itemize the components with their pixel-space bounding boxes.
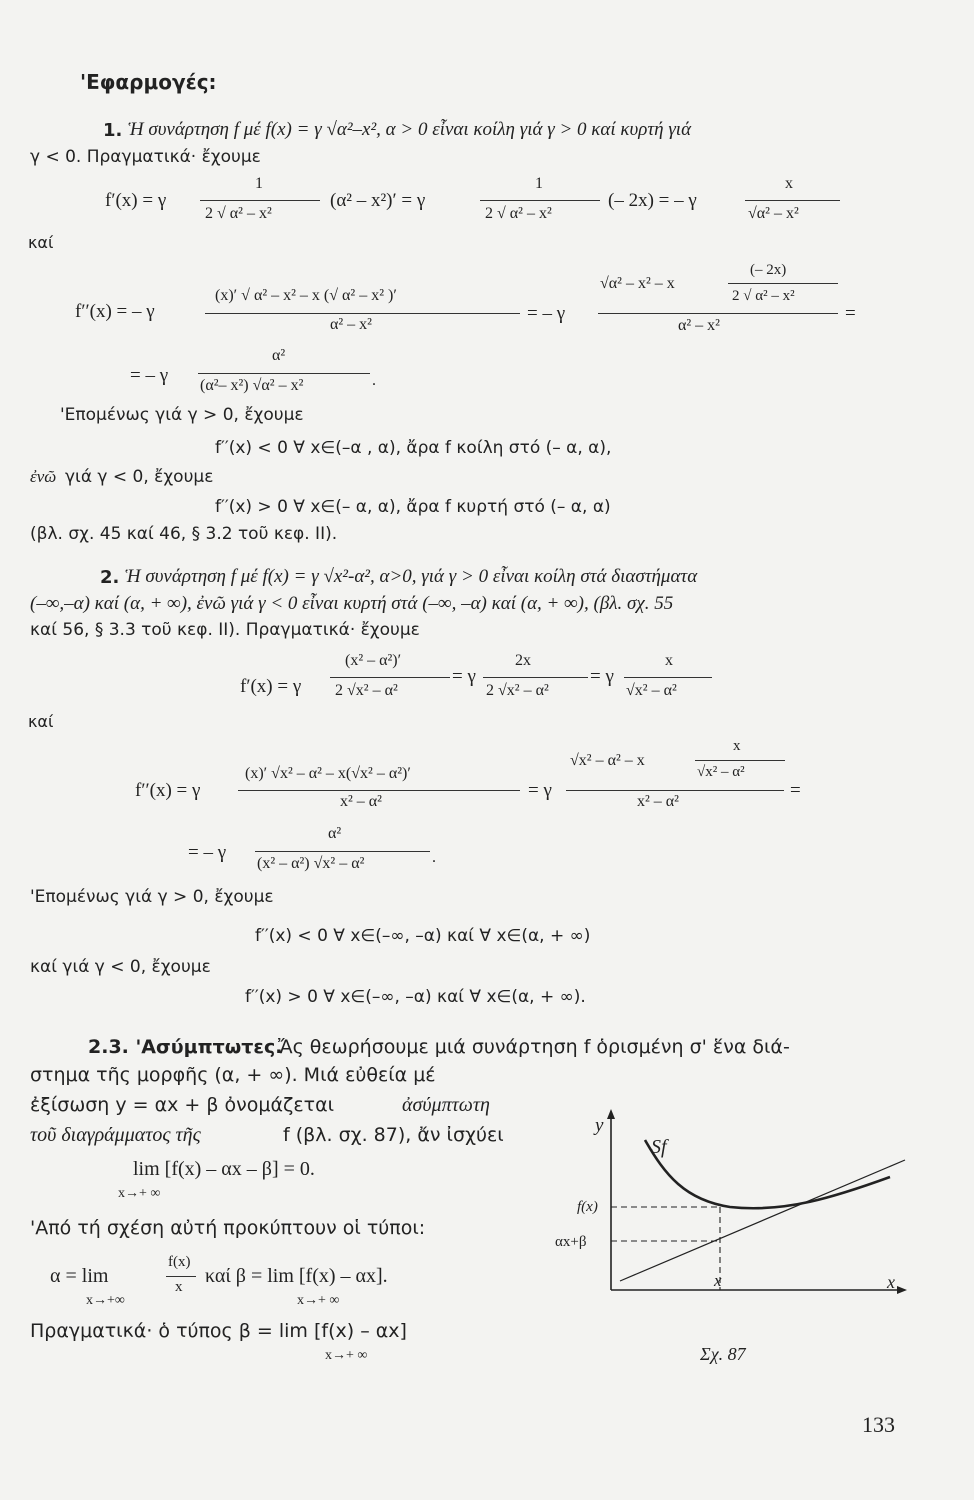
body-line: Ἄς θεωρήσουμε μιά συνάρτηση f ὁρισμένη σ' ἕνα διά-: [278, 1036, 790, 1058]
equation-mid: = γ: [528, 780, 552, 801]
inner-denominator: √x² – α²: [697, 764, 745, 780]
body-line: Πραγματικά· ὁ τύπος β = lim [f(x) – αx]: [30, 1320, 407, 1342]
inner-denominator: 2 √ α² – x²: [732, 288, 795, 304]
limit-formula: lim [f(x) – αx – β] = 0.: [133, 1158, 315, 1180]
fraction-denominator: 2 √x² – α²: [486, 682, 549, 699]
fraction-denominator: √α² – x²: [748, 205, 799, 222]
fraction-numerator: √x² – α² – x: [570, 752, 645, 769]
y-axis-arrow: [607, 1109, 615, 1119]
consequence-line: καί γιά γ < 0, ἔχουμε: [30, 957, 211, 977]
consequence-line: γιά γ < 0, ἔχουμε: [65, 467, 214, 487]
x-axis-label: x: [887, 1272, 895, 1292]
equation-end: =: [845, 303, 856, 324]
curve-label: Sf: [651, 1136, 667, 1158]
body-line: f (βλ. σχ. 87), ἄν ἰσχύει: [283, 1124, 504, 1146]
figure-caption: Σχ. 87: [700, 1344, 746, 1364]
inner-numerator: x: [733, 738, 741, 754]
fraction-numerator: x: [665, 652, 673, 669]
fraction-bar: [480, 200, 600, 201]
section-heading: 'Εφαρμογές:: [80, 70, 217, 94]
app1-intro-cont: γ < 0. Πραγματικά· ἔχουμε: [30, 147, 261, 167]
equation-mid: (– 2x) = – γ: [608, 190, 697, 211]
consequence-line: 'Επομένως γιά γ > 0, ἔχουμε: [30, 887, 274, 907]
equation-lhs: = – γ: [130, 365, 169, 386]
fraction-numerator: (x)′ √x² – α² – x(√x² – α²)′: [245, 765, 411, 782]
app2-intro-cont: (–∞,–α) καί (α, + ∞), ἐνῶ γιά γ < 0 εἶναι κυρτή στά (–∞, –α) καί (α, + ∞), (βλ. σχ. 55: [30, 593, 674, 614]
reference-line: (βλ. σχ. 45 καί 46, § 3.2 τοῦ κεφ. II).: [30, 524, 338, 544]
fraction-denominator: (x² – α²) √x² – α²: [257, 855, 365, 872]
beta-formula: καί β = lim [f(x) – αx].: [205, 1265, 388, 1287]
fraction-bar: [166, 1276, 196, 1277]
app2-intro: Ἡ συνάρτηση f μέ f(x) = γ √x²-α², α>0, γιά γ > 0 εἶναι κοίλη στά διαστήματα: [125, 566, 698, 587]
fraction-numerator: x: [785, 175, 793, 192]
connector-word: ἐνῶ: [30, 467, 57, 486]
fraction-bar: [483, 677, 588, 678]
period: .: [372, 372, 376, 389]
function-curve: [645, 1140, 890, 1208]
fraction-bar: [695, 760, 785, 761]
x-axis-arrow: [897, 1286, 907, 1294]
equation-mid: = – γ: [527, 303, 566, 324]
axb-label: αx+β: [555, 1234, 587, 1250]
fraction-bar: [728, 283, 838, 284]
fraction-denominator: x² – α²: [340, 793, 382, 810]
fraction-bar: [198, 373, 370, 374]
equation-mid: = γ: [452, 666, 476, 687]
fraction-denominator: √x² – α²: [626, 682, 677, 699]
equation-mid: = γ: [590, 666, 614, 687]
term-italic: τοῦ διαγράμματος τῆς: [30, 1124, 201, 1146]
condition-line: f′′(x) > 0 ∀ x∈(– α, α), ἄρα f κυρτή στό (– α, α): [215, 497, 611, 517]
x-tick-label: x: [714, 1271, 722, 1290]
inner-numerator: (– 2x): [750, 262, 787, 278]
body-line: 'Από τή σχέση αὐτή προκύπτουν οἱ τύποι:: [30, 1217, 426, 1239]
equation-lhs: f′(x) = γ: [105, 190, 167, 211]
fraction-denominator: α² – x²: [678, 317, 720, 334]
connector-word: καί: [28, 712, 54, 731]
item-number: 1.: [103, 120, 123, 141]
app1-intro: Ἡ συνάρτηση f μέ f(x) = γ √α²–x², α > 0 εἶναι κοίλη γιά γ > 0 καί κυρτή γιά: [128, 119, 692, 140]
fraction-numerator: (x² – α²)′: [345, 652, 402, 669]
equation-lhs: f′′(x) = – γ: [75, 301, 155, 322]
fraction-denominator: x: [175, 1279, 183, 1295]
asymptote-figure: [555, 1105, 915, 1305]
period: .: [432, 849, 436, 866]
fraction-numerator: 2x: [515, 652, 531, 669]
term-italic: ἀσύμπτωτη: [402, 1094, 490, 1116]
fraction-numerator: α²: [272, 347, 286, 364]
section-title: 2.3. 'Ασύμπτωτες.: [88, 1036, 283, 1058]
fraction-denominator: α² – x²: [330, 316, 372, 333]
connector-word: καί: [28, 233, 54, 252]
fraction-bar: [330, 677, 450, 678]
app2-intro-cont: καί 56, § 3.3 τοῦ κεφ. II). Πραγματικά· ἔχουμε: [30, 620, 420, 640]
consequence-line: 'Επομένως γιά γ > 0, ἔχουμε: [60, 405, 304, 425]
limit-subscript: x→+ ∞: [325, 1348, 368, 1363]
body-line: στημα τῆς μορφῆς (α, + ∞). Μιά εὐθεία μέ: [30, 1064, 436, 1086]
fraction-numerator: α²: [328, 825, 342, 842]
fraction-numerator: 1: [535, 175, 543, 192]
fraction-denominator: 2 √x² – α²: [335, 682, 398, 699]
asymptote-line: [620, 1160, 905, 1281]
limit-subscript: x→+ ∞: [297, 1293, 340, 1308]
fraction-numerator: √α² – x² – x: [600, 275, 675, 292]
limit-subscript: x→+∞: [86, 1293, 125, 1308]
fraction-bar: [566, 790, 784, 791]
limit-subscript: x→+ ∞: [118, 1186, 161, 1201]
fraction-bar: [205, 313, 520, 314]
fraction-bar: [624, 677, 712, 678]
fraction-numerator: 1: [255, 175, 263, 192]
fraction-denominator: 2 √ α² – x²: [205, 205, 272, 222]
fraction-bar: [598, 313, 838, 314]
page-number: 133: [862, 1412, 895, 1437]
equation-lhs: f′′(x) = γ: [135, 780, 201, 801]
alpha-formula: α = lim: [50, 1265, 109, 1287]
fraction-bar: [255, 851, 430, 852]
condition-line: f′′(x) > 0 ∀ x∈(–∞, –α) καί ∀ x∈(α, + ∞).: [245, 987, 586, 1007]
fraction-denominator: 2 √ α² – x²: [485, 205, 552, 222]
equation-lhs: = – γ: [188, 842, 227, 863]
y-axis-label: y: [595, 1115, 604, 1136]
fraction-numerator: f(x): [168, 1254, 191, 1270]
condition-line: f′′(x) < 0 ∀ x∈(–α , α), ἄρα f κοίλη στό (– α, α),: [215, 438, 612, 458]
body-line: ἐξίσωση y = αx + β ὀνομάζεται: [30, 1094, 335, 1116]
equation-end: =: [790, 780, 801, 801]
fraction-bar: [200, 200, 320, 201]
fx-label: f(x): [577, 1199, 598, 1215]
equation-mid: (α² – x²)′ = γ: [330, 190, 426, 211]
fraction-bar: [745, 200, 840, 201]
equation-lhs: f′(x) = γ: [240, 676, 302, 697]
fraction-bar: [238, 790, 520, 791]
fraction-numerator: (x)′ √ α² – x² – x (√ α² – x² )′: [215, 287, 397, 304]
condition-line: f′′(x) < 0 ∀ x∈(–∞, –α) καί ∀ x∈(α, + ∞): [255, 926, 591, 946]
item-number: 2.: [100, 567, 120, 588]
fraction-denominator: (α²– x²) √α² – x²: [200, 377, 304, 394]
fraction-denominator: x² – α²: [637, 793, 679, 810]
